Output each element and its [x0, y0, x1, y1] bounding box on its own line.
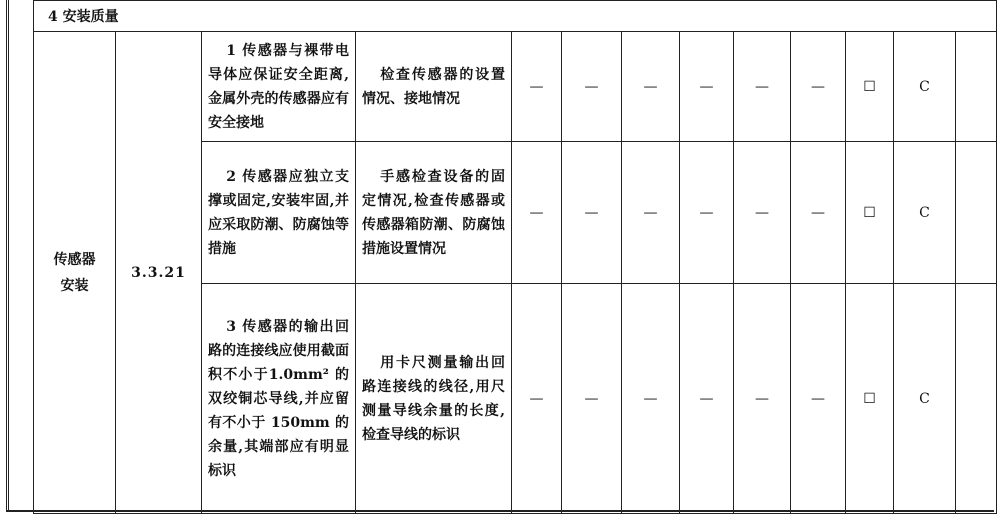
dash-cell: —: [734, 142, 791, 284]
grade-cell: C: [894, 142, 956, 284]
dash-cell: —: [680, 142, 734, 284]
category-cell: [34, 32, 116, 514]
section-row: [34, 1, 997, 32]
dash-cell: —: [622, 32, 680, 142]
method-cell: [356, 284, 512, 514]
dash-cell: —: [562, 32, 622, 142]
dash-cell: —: [680, 284, 734, 514]
requirement-text: 2 传感器应独立支撑或固定,安装牢固,并应采取防潮、防腐蚀等措施: [208, 168, 349, 257]
dash-cell: —: [622, 142, 680, 284]
requirement-cell: [202, 32, 356, 142]
dash-cell: —: [791, 142, 846, 284]
dash-cell: —: [734, 284, 791, 514]
requirement-cell: [202, 142, 356, 284]
checkbox-cell[interactable]: ☐: [846, 142, 894, 284]
dash-cell: —: [791, 32, 846, 142]
method-text: 手感检查设备的固定情况,检查传感器或传感器箱防潮、防腐蚀措施设置情况: [362, 168, 505, 257]
remarks-cell: [956, 142, 997, 284]
section-title: 4 安装质量: [34, 1, 997, 32]
remarks-cell: [956, 32, 997, 142]
method-text: 检查传感器的设置情况、接地情况: [362, 66, 505, 107]
dash-cell: —: [734, 32, 791, 142]
requirement-cell: [202, 284, 356, 514]
dash-cell: —: [512, 32, 562, 142]
requirement-text: 3 传感器的输出回路的连接线应使用截面积不小于1.0mm² 的双绞铜芯导线,并应留有不小于 150mm 的余量,其端部应有明显标识: [208, 318, 349, 479]
category-label: 传感器 安装: [53, 251, 96, 294]
method-text: 用卡尺测量输出回路连接线的线径,用尺测量导线余量的长度,检查导线的标识: [362, 354, 505, 443]
left-border-line-inner: [8, 0, 9, 512]
method-cell: [356, 142, 512, 284]
dash-cell: —: [680, 32, 734, 142]
grade-cell: C: [894, 284, 956, 514]
table-row: [34, 32, 997, 142]
checkbox-cell[interactable]: ☐: [846, 284, 894, 514]
inspection-table: [33, 0, 997, 514]
left-border-line: [6, 0, 7, 512]
dash-cell: —: [512, 142, 562, 284]
checkbox-cell[interactable]: ☐: [846, 32, 894, 142]
dash-cell: —: [622, 284, 680, 514]
dash-cell: —: [562, 284, 622, 514]
clause-number-cell: 3.3.21: [116, 32, 202, 514]
remarks-cell: [956, 284, 997, 514]
requirement-text: 1 传感器与裸带电导体应保证安全距离,金属外壳的传感器应有安全接地: [208, 42, 349, 131]
grade-cell: C: [894, 32, 956, 142]
dash-cell: —: [512, 284, 562, 514]
dash-cell: —: [791, 284, 846, 514]
dash-cell: —: [562, 142, 622, 284]
method-cell: [356, 32, 512, 142]
